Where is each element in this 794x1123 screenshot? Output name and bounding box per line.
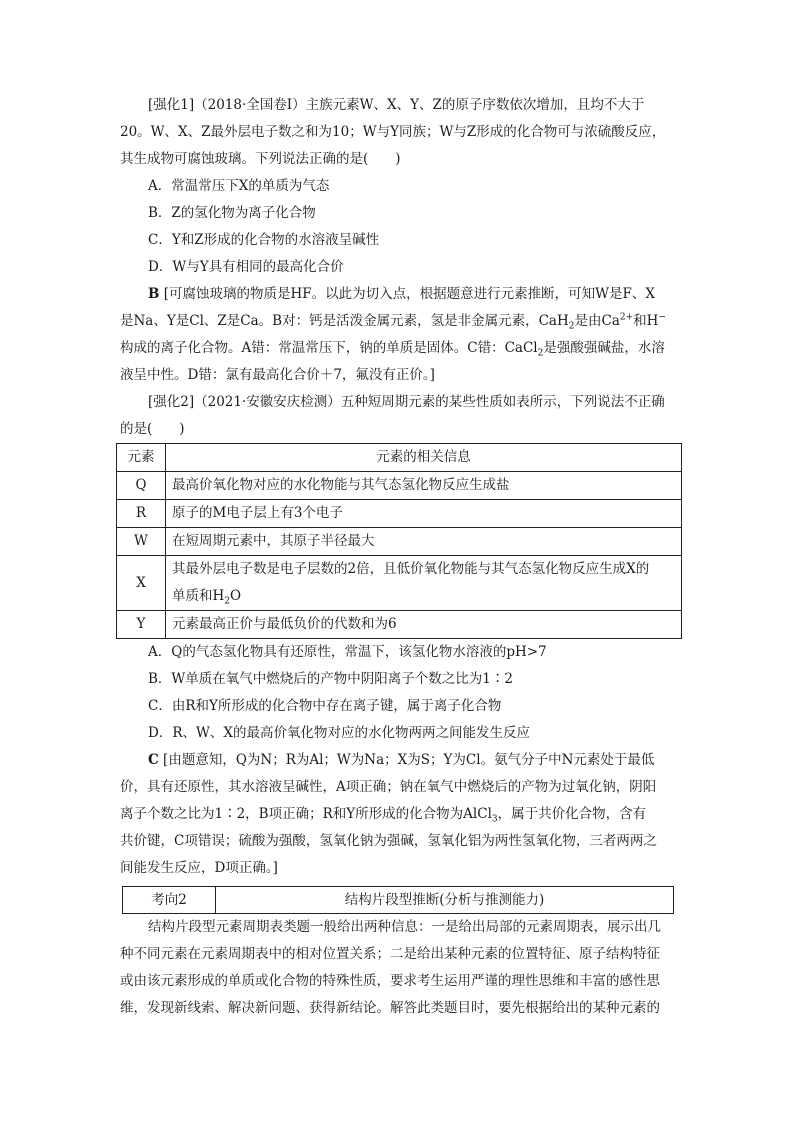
paragraph-line-4: 维，发现新线索、解决新问题、获得新结论。解答此类题目时，要先根据给出的某种元素的 <box>120 1000 660 1016</box>
q2-option-b: B．W单质在氧气中燃烧后的产物中阴阳离子个数之比为1∶2 <box>148 671 513 687</box>
table-row: W 在短周期元素中，其原子半径最大 <box>117 528 682 556</box>
q1-explanation-line-4: 液呈中性。D错：氯有最高化合价＋7，氟没有正价。] <box>120 367 435 383</box>
q2-stem-line-1: [强化2]（2021·安徽安庆检测）五种短周期元素的某些性质如表所示，下列说法不正确 <box>148 394 665 410</box>
q2-option-c: C．由R和Y所形成的化合物中存在离子键，属于离子化合物 <box>148 698 502 714</box>
q2-option-d: D．R、W、X的最高价氧化物对应的水化物两两之间能发生反应 <box>148 725 530 741</box>
direction-title: 结构片段型推断(分析与推测能力) <box>216 887 674 914</box>
q2-explanation-line-5: 间能发生反应，D项正确。] <box>120 860 278 876</box>
question-1 <box>120 92 674 389</box>
q2-stem-line-2: 的是( ) <box>120 421 185 437</box>
q2-explanation-line-4: 共价键，C项错误；硫酸为强酸，氢氧化钠为强碱，氢氧化铝为两性氢氧化物，三者两两之 <box>120 833 657 849</box>
q1-option-a: A．常温常压下X的单质为气态 <box>148 178 330 194</box>
question-2 <box>120 389 674 882</box>
q1-answer: B <box>148 286 160 302</box>
q2-explanation-line-3: 离子个数之比为1∶2，B项正确；R和Y所形成的化合物为AlCl$_3$，属于共价化合物，含有 <box>120 806 647 825</box>
q1-option-b: B．Z的氢化物为离子化合物 <box>148 205 316 221</box>
header-element: 元素 <box>117 444 166 472</box>
header-info: 元素的相关信息 <box>166 444 682 472</box>
table-row: Y 元素最高正价与最低负价的代数和为6 <box>117 611 682 639</box>
table-row: R 原子的M电子层上有3个电子 <box>117 500 682 528</box>
q2-option-a: A．Q的气态氢化物具有还原性，常温下，该氢化物水溶液的pH>7 <box>148 644 547 660</box>
table-row: X 其最外层电子数是电子层数的2倍，且低价氧化物能与其气态氢化物反应生成X的 单质和$H_2O$ <box>117 556 682 611</box>
q1-stem-line-3: 其生成物可腐蚀玻璃。下列说法正确的是( ) <box>120 151 401 167</box>
paragraph-line-1: 结构片段型元素周期表类题一般给出两种信息：一是给出局部的元素周期表，展示出几 <box>148 919 661 935</box>
q1-option-c: C．Y和Z形成的化合物的水溶液呈碱性 <box>148 232 380 248</box>
direction-label: 考向2 <box>123 887 216 914</box>
direction-header <box>122 886 674 914</box>
table-header-row <box>117 444 682 472</box>
table-row: Q 最高价氧化物对应的水化物能与其气态氢化物反应生成盐 <box>117 472 682 500</box>
q2-explanation-line-2: 价，具有还原性，其水溶液呈碱性，A项正确；钠在氧气中燃烧后的产物为过氧化钠，阴阳 <box>120 779 657 795</box>
paragraph-line-2: 种不同元素在元素周期表中的相对位置关系；二是给出某种元素的位置特征、原子结构特征 <box>120 946 660 962</box>
q2-explanation-line-1: C [由题意知，Q为N；R为Al；W为Na；X为S；Y为Cl。氨气分子中N元素处于最低 <box>148 752 655 768</box>
q1-stem-line-1: [强化1]（2018·全国卷Ⅰ）主族元素W、X、Y、Z的原子序数依次增加，且均不大于 <box>148 97 645 113</box>
q1-option-d: D．W与Y具有相同的最高化合价 <box>148 259 344 275</box>
q1-explanation-line-1: B [可腐蚀玻璃的物质是HF。以此为切入点，根据题意进行元素推断，可知W是F、X <box>148 286 655 302</box>
q2-answer: C <box>148 752 159 768</box>
q1-stem-line-2: 20。W、X、Z最外层电子数之和为10；W与Y同族；W与Z形成的化合物可与浓硫酸反应， <box>120 124 666 140</box>
paragraph-line-3: 或由该元素形成的单质或化合物的特殊性质，要求考生运用严谨的理性思维和丰富的感性思 <box>120 973 660 989</box>
direction-paragraph <box>120 914 674 1022</box>
element-info-table <box>116 443 682 639</box>
q1-explanation-line-3: 构成的离子化合物。A错：常温常压下，钠的单质是固体。C错：CaCl$_2$是强酸强碱盐，水溶 <box>120 340 665 359</box>
q1-explanation-line-2: 是Na、Y是Cl、Z是Ca。B对：钙是活泼金属元素，氢是非金属元素，CaH$_2$是由$Ca^{2+}$和H− <box>120 312 666 332</box>
